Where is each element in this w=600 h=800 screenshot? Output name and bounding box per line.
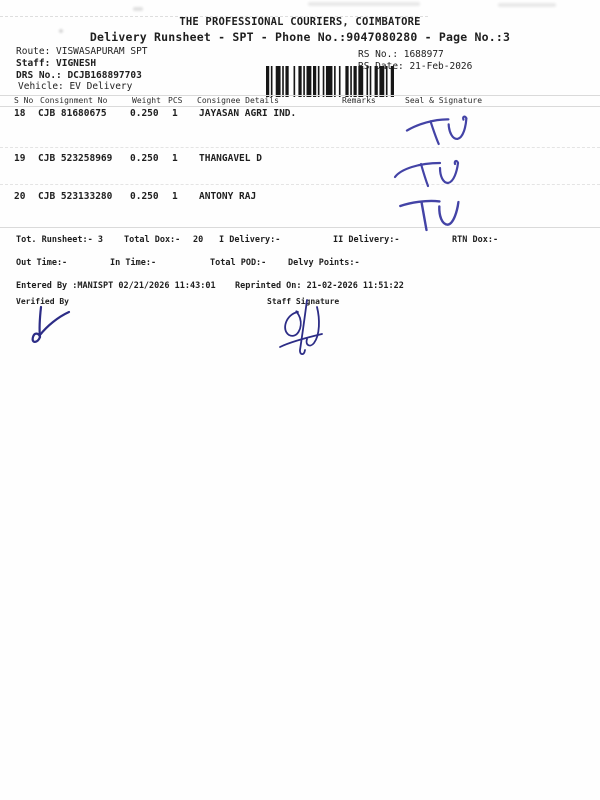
in-time: In Time:- [110,258,157,268]
cell-consignment-no: CJB 81680675 [38,108,107,119]
out-time: Out Time:- [16,258,68,268]
staff-value: VIGNESH [56,58,97,69]
rs-no-line [358,49,444,60]
route-line [16,46,148,57]
company-name: THE PROFESSIONAL COURIERS, COIMBATORE [179,16,421,28]
table-rule [0,106,600,107]
drs-no-value: DCJB168897703 [67,70,142,81]
row-divider [0,184,600,185]
drs-no-label: DRS No.: [16,70,62,81]
table-row [0,108,600,122]
col-header-pcs: PCS [168,96,183,105]
rs-no-label: RS No.: [358,49,399,60]
col-header-remarks: Remarks [342,96,376,105]
cell-consignment-no: CJB 523133280 [38,191,113,202]
rs-no-value: 1688977 [403,49,444,60]
rs-date-line [358,61,472,72]
table-row [0,191,600,205]
col-header-weight: Weight [132,96,161,105]
cell-pcs: 1 [172,153,178,164]
vehicle-line [18,81,132,92]
staff-line [16,58,96,69]
total-dox-value: 20 [193,235,204,245]
i-delivery: I Delivery:- [219,235,281,245]
table-row [0,153,600,167]
row-divider [0,147,600,148]
delvy-points: Delvy Points:- [288,258,360,268]
drs-no-line [16,70,142,81]
scan-artifact [308,2,420,6]
cell-consignee: ANTONY RAJ [199,191,257,202]
rs-date-label: RS Date: [358,61,404,72]
seal-signature-tu-mark [396,192,459,238]
col-header-consignee: Consignee Details [197,96,279,105]
col-header-seal-signature: Seal & Signature [405,96,483,105]
reprinted-on: Reprinted On: 21-02-2026 11:51:22 [235,281,404,291]
cell-consignment-no: CJB 523258969 [38,153,113,164]
total-pod: Total POD:- [210,258,267,268]
total-dox-label: Total Dox:- [124,235,181,245]
cell-consignee: THANGAVEL D [199,153,262,164]
rtn-dox: RTN Dox:- [452,235,499,245]
scan-artifact [133,7,143,11]
ii-delivery: II Delivery:- [333,235,400,245]
route-label: Route: [16,46,51,57]
col-header-consignment: Consignment No [40,96,108,105]
seal-signature-tu-mark [393,153,461,193]
cell-weight: 0.250 [130,153,159,164]
staff-signature-mark [276,299,326,361]
runsheet-title: Delivery Runsheet - SPT - Phone No.:9047080280 - Page No.:3 [89,30,511,44]
seal-signature-tu-mark [403,109,471,152]
barcode [227,47,355,78]
staff-label: Staff: [16,58,51,69]
entered-by: Entered By :MANISPT 02/21/2026 11:43:01 [16,281,216,291]
cell-consignee: JAYASAN AGRI IND. [199,108,297,119]
cell-pcs: 1 [172,108,178,119]
cell-pcs: 1 [172,191,178,202]
rs-date-value: 21-Feb-2026 [409,61,473,72]
vehicle-value: EV Delivery [69,81,133,92]
staff-signature-label: Staff Signature [267,297,340,306]
cell-weight: 0.250 [130,108,159,119]
cell-s-no: 19 [14,153,26,164]
route-value: VISWASAPURAM SPT [56,46,148,57]
scan-artifact [498,3,556,7]
vehicle-label: Vehicle: [18,81,64,92]
cell-weight: 0.250 [130,191,159,202]
total-runsheet: Tot. Runsheet:- 3 [16,235,103,245]
verified-by-signature-mark [26,305,72,351]
verified-by-label: Verified By [16,297,69,306]
table-rule [0,227,600,228]
col-header-s-no: S No [14,96,34,105]
cell-s-no: 20 [14,191,26,202]
cell-s-no: 18 [14,108,26,119]
